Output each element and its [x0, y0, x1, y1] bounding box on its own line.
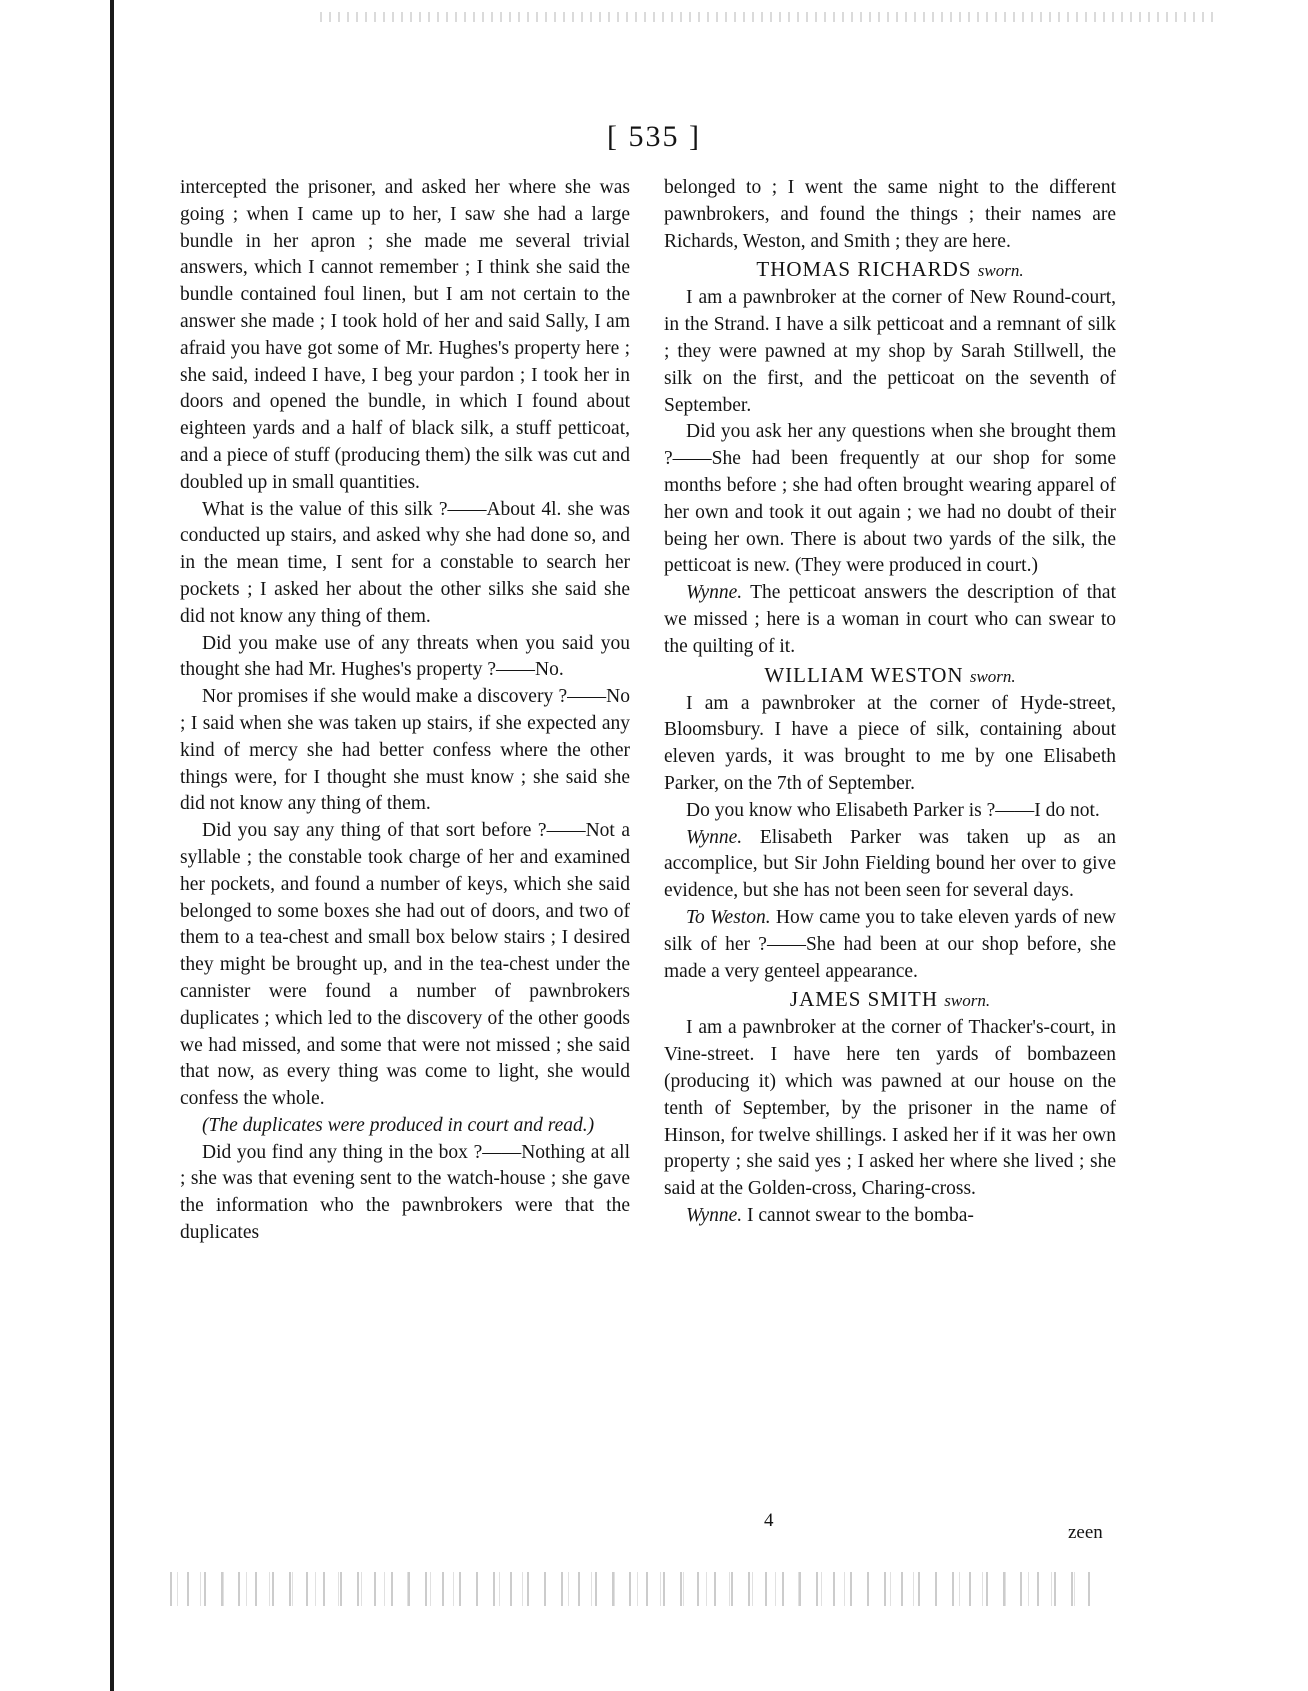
- paragraph: [664, 691, 1116, 798]
- paragraph: [180, 684, 630, 818]
- signature-mark: 4: [764, 1510, 774, 1531]
- paragraph: [664, 580, 1116, 660]
- sworn-label: sworn.: [944, 991, 991, 1011]
- paragraph-text: What is the value of this silk ?——About 4l. she was conducted up stairs, and asked why she had done so, and in the mean time, I sent for a constable to search her pockets ; I asked her about the other silks she said she did not know any thing of them.: [180, 498, 630, 627]
- paragraph-text: Did you ask her any questions when she brought them ?——She had been frequently at our shop for some months before ; she had often brought wearing apparel of her own and took it out again ; we had no doubt of their being her own. There is about two yards of the silk, the petticoat is new. (They were produced in court.): [664, 421, 1116, 577]
- paragraph: [180, 631, 630, 685]
- paragraph: [664, 1015, 1116, 1203]
- paragraph: [664, 419, 1116, 580]
- paragraph-text: I am a pawnbroker at the corner of Hyde-street, Bloomsbury. I have a piece of silk, containing about eleven yards, it was brought to me by one Elisabeth Parker, on the 7th of September.: [664, 692, 1116, 794]
- paragraph: [664, 905, 1116, 985]
- witness-name: THOMAS RICHARDS: [756, 257, 972, 282]
- left-column: [180, 175, 630, 1247]
- paragraph: [180, 818, 630, 1113]
- paragraph: [180, 1113, 630, 1140]
- witness-name: JAMES SMITH: [789, 987, 939, 1012]
- paragraph: [664, 825, 1116, 905]
- paragraph-text: intercepted the prisoner, and asked her where she was going ; when I came up to her, I saw she had a large bundle in her apron ; she made me several trivial answers, which I cannot remember ; I think she said the bundle contained foul linen, but I am not certain to the answer she made ; I took hold of her and said Sally, I am afraid you have got some of Mr. Hughes's property here ; she said, indeed I have, I beg your pardon ; I took her in doors and opened the bundle, in which I found about eighteen yards and a half of black silk, a stuff petticoat, and a piece of stuff (producing them) the silk was cut and doubled up in small quantities.: [180, 177, 630, 493]
- paragraph: [180, 175, 630, 497]
- binding-edge-rule: [110, 0, 114, 1691]
- paragraph-text: Did you say any thing of that sort before ?——Not a syllable ; the constable took charge of her and examined her pockets, and found a number of keys, which she said belonged to some boxes she had out of doors, and two of them to a tea-chest and small box below stairs ; I desired they might be brought up, and in the tea-chest under the cannister were found a number of pawnbrokers duplicates ; which led to the discovery of the other goods we had missed, and some that were not missed ; she said that now, as every thing was come to light, she would confess the whole.: [180, 820, 630, 1110]
- paragraph-text: Did you find any thing in the box ?——Nothing at all ; she was that evening sent to the watch-house ; she gave the information who the pawnbrokers were that the duplicates: [180, 1141, 630, 1244]
- paragraph: [180, 1140, 630, 1247]
- scan-noise-bottom: [170, 1572, 1090, 1606]
- paragraph-text: I am a pawnbroker at the corner of Thacker's-court, in Vine-street. I have here ten yards of bombazeen (producing it) which was pawned at our house on the tenth of September, by the prisoner in the name of Hinson, for twelve shillings. I asked her if it was her own property ; she said yes ; I asked her where she lived ; she said at the Golden-cross, Charing-cross.: [664, 1017, 1116, 1200]
- paragraph-text: (The duplicates were produced in court and read.): [202, 1114, 595, 1136]
- speaker-label: Wynne.: [686, 582, 743, 604]
- witness-heading: [664, 985, 1116, 1015]
- paragraph-text: Elisabeth Parker was taken up as an accomplice, but Sir John Fielding bound her over to give evidence, but she has not been seen for several days.: [664, 826, 1116, 902]
- right-column: [664, 175, 1116, 1230]
- speaker-label: Wynne.: [686, 826, 743, 848]
- paragraph: [664, 285, 1116, 419]
- witness-name: WILLIAM WESTON: [764, 662, 964, 687]
- paragraph-text: I am a pawnbroker at the corner of New Round-court, in the Strand. I have a silk petticoat and a remnant of silk ; they were pawned at my shop by Sarah Stillwell, the silk on the first, and the petticoat on the seventh of September.: [664, 287, 1116, 416]
- paragraph-text: Do you know who Elisabeth Parker is ?——I do not.: [686, 799, 1100, 821]
- paragraph-text: Did you make use of any threats when you said you thought she had Mr. Hughes's property ?——No.: [180, 632, 630, 681]
- paragraph: [180, 497, 630, 631]
- paragraph-text: Nor promises if she would make a discovery ?——No ; I said when she was taken up stairs, if she expected any kind of mercy she had better confess where the other things were, for I thought she must know ; she said she did not know any thing of them.: [180, 686, 630, 815]
- sworn-label: sworn.: [969, 666, 1016, 686]
- scan-noise-top: [320, 12, 1220, 22]
- paragraph: [664, 175, 1116, 255]
- paragraph-text: I cannot swear to the bomba-: [747, 1204, 974, 1226]
- paragraph: [664, 798, 1116, 825]
- paragraph: [664, 1203, 1116, 1230]
- paragraph-text: The petticoat answers the description of that we missed ; here is a woman in court who can swear to the quilting of it.: [664, 582, 1116, 657]
- catchword: zeen: [1068, 1522, 1103, 1543]
- paragraph-text: How came you to take eleven yards of new silk of her ?——She had been at our shop before, she made a very genteel appearance.: [664, 906, 1117, 982]
- speaker-label: To Weston.: [686, 906, 771, 928]
- speaker-label: Wynne.: [686, 1204, 743, 1226]
- paragraph-text: belonged to ; I went the same night to the different pawnbrokers, and found the things ; their names are Richards, Weston, and Smith ; they are here.: [664, 177, 1116, 252]
- sworn-label: sworn.: [977, 261, 1024, 281]
- page-number: [ 535 ]: [607, 120, 701, 153]
- witness-heading: [664, 661, 1116, 691]
- witness-heading: [664, 255, 1116, 285]
